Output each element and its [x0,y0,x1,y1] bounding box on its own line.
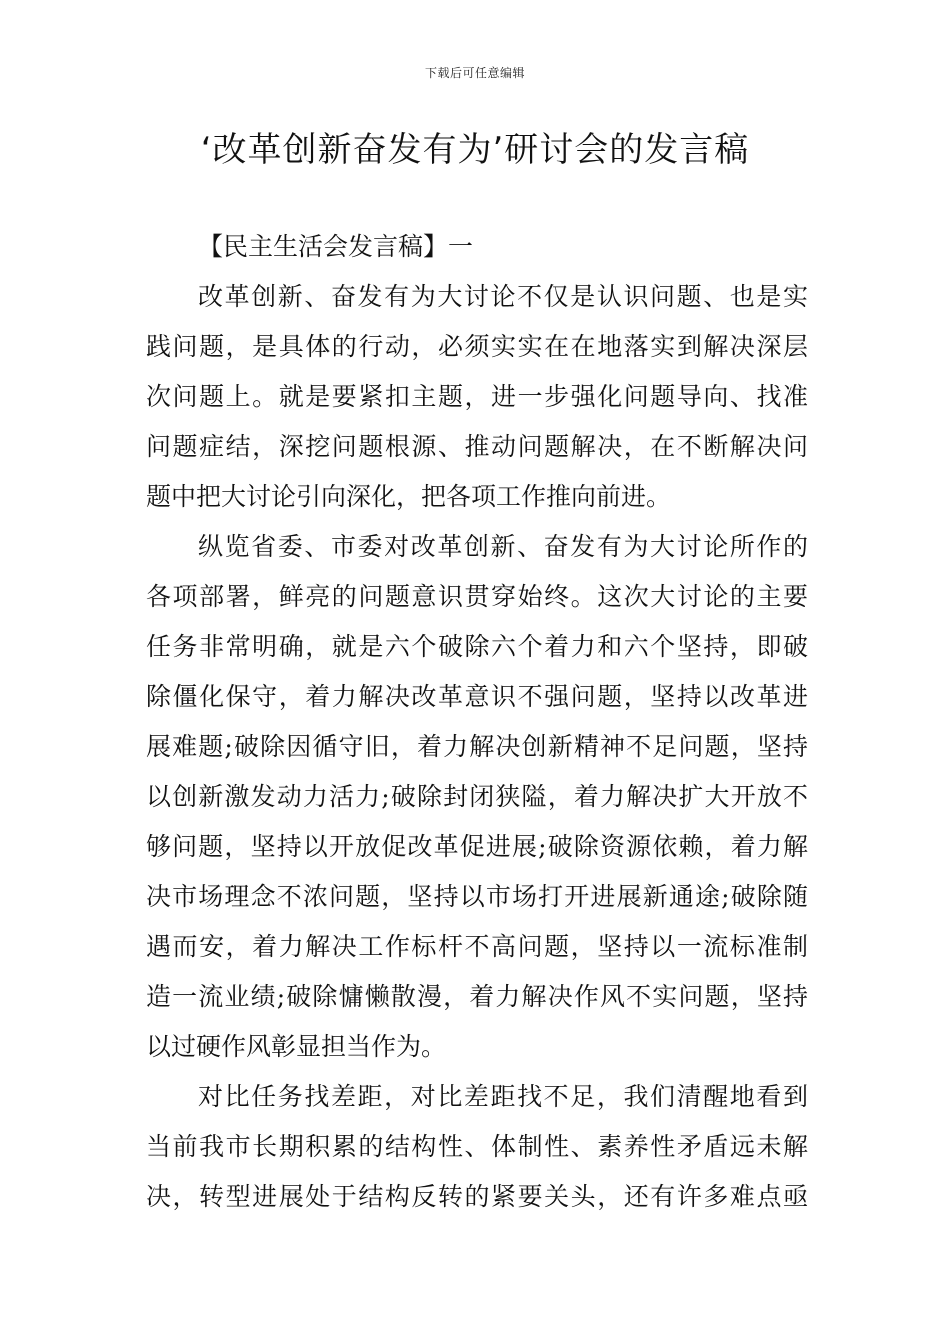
document-title: ‘改革创新奋发有为’研讨会的发言稿 [200,130,750,170]
paragraph-line: 改革创新、奋发有为大讨论不仅是认识问题、也是实 [198,282,808,311]
paragraph-2 [146,522,808,1072]
paragraph-line: 次问题上。就是要紧扣主题，进一步强化问题导向、找准 [146,382,808,411]
paragraph-line: 决市场理念不浓问题，坚持以市场打开进展新通途;破除随 [146,882,808,911]
paragraph-line: 决，转型进展处于结构反转的紧要关头，还有许多难点亟 [146,1182,808,1211]
document-body [146,222,808,1222]
paragraph-3 [146,1072,808,1222]
paragraph-line: 问题症结，深挖问题根源、推动问题解决，在不断解决问 [146,432,808,461]
paragraph-line: 当前我市长期积累的结构性、体制性、素养性矛盾远未解 [146,1132,808,1161]
paragraph-line: 纵览省委、市委对改革创新、奋发有为大讨论所作的 [198,532,808,561]
paragraph-line: 除僵化保守，着力解决改革意识不强问题，坚持以改革进 [146,682,808,711]
paragraph-line: 任务非常明确，就是六个破除六个着力和六个坚持，即破 [146,632,808,661]
paragraph-line: 以过硬作风彰显担当作为。 [146,1032,447,1061]
paragraph-line: 遇而安，着力解决工作标杆不高问题，坚持以一流标准制 [146,932,808,961]
paragraph-line: 题中把大讨论引向深化，把各项工作推向前进。 [146,482,672,511]
paragraph-line: 践问题，是具体的行动，必须实实在在地落实到解决深层 [146,332,808,361]
paragraph-line: 以创新激发动力活力;破除封闭狭隘，着力解决扩大开放不 [146,782,808,811]
paragraph-line: 对比任务找差距，对比差距找不足，我们清醒地看到 [198,1082,808,1111]
paragraph-line: 造一流业绩;破除慵懒散漫，着力解决作风不实问题，坚持 [146,982,808,1011]
paragraph-line: 够问题，坚持以开放促改革促进展;破除资源依赖，着力解 [146,832,808,861]
header-note: 下载后可任意编辑 [424,66,525,80]
paragraph-line: 各项部署，鲜亮的问题意识贯穿始终。这次大讨论的主要 [146,582,808,611]
section-heading: 【民主生活会发言稿】一 [198,232,474,261]
paragraph-line: 展难题;破除因循守旧，着力解决创新精神不足问题，坚持 [146,732,808,761]
paragraph-1 [146,272,808,522]
